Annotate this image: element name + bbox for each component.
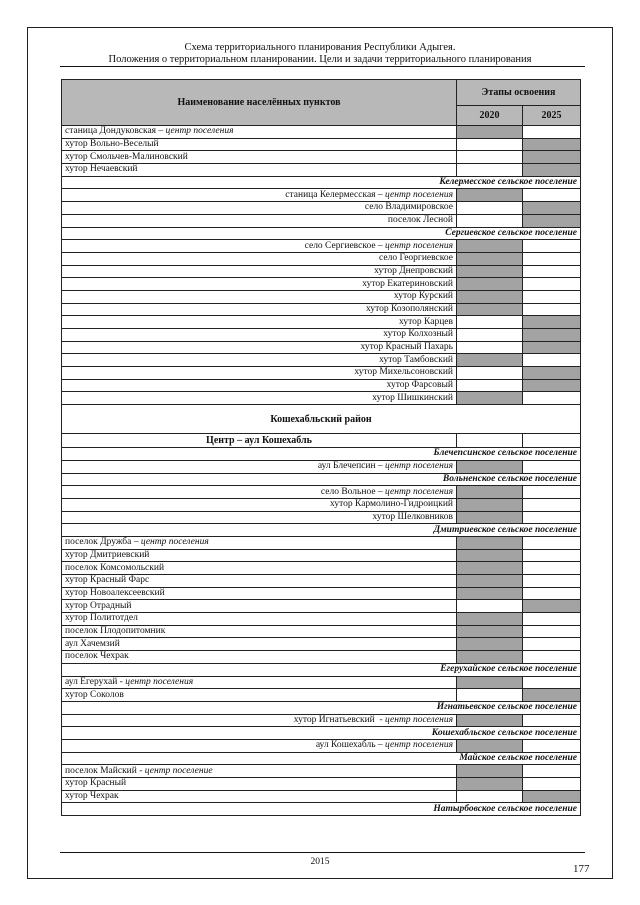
table-row <box>62 151 581 164</box>
table-row <box>62 689 581 702</box>
separator: – <box>375 486 386 497</box>
settlement-name-cell <box>62 379 457 392</box>
place-name: хутор Фарсовый <box>386 380 453 391</box>
stage-cell-2020 <box>457 536 523 549</box>
center-note: центр поселения <box>140 537 209 548</box>
table-row <box>62 638 581 651</box>
stage-cell-2025 <box>523 498 581 511</box>
stage-cell-2020 <box>457 676 523 689</box>
table-row <box>62 562 581 575</box>
table-row <box>62 316 581 329</box>
table-row <box>62 486 581 499</box>
stage-cell-2025 <box>523 316 581 329</box>
stage-cell-2025 <box>523 341 581 354</box>
stage-cell-2020 <box>457 575 523 588</box>
settlement-heading: Игнатьевское сельское поселение <box>62 701 581 714</box>
separator: – <box>156 126 166 137</box>
stage-cell-2020 <box>457 303 523 316</box>
stage-cell-2020 <box>457 341 523 354</box>
settlement-name-cell <box>62 189 457 202</box>
center-note: центр поселение <box>144 765 213 776</box>
stage-cell-2020 <box>457 790 523 803</box>
settlement-name-cell <box>62 549 457 562</box>
stage-cell-2025 <box>523 714 581 727</box>
stage-cell-2025 <box>523 613 581 626</box>
place-name: хутор Нечаевский <box>65 164 138 175</box>
table-row <box>62 600 581 613</box>
table-row <box>62 460 581 473</box>
district-heading: Кошехабльский район <box>62 405 581 434</box>
stage-cell-2025 <box>523 587 581 600</box>
settlement-row <box>62 227 581 240</box>
table-row <box>62 587 581 600</box>
stage-cell-2025 <box>523 600 581 613</box>
settlement-name-cell <box>62 562 457 575</box>
separator: – <box>375 740 386 751</box>
settlement-name-cell <box>62 651 457 664</box>
place-name: село Владимировское <box>364 202 453 213</box>
table-row <box>62 714 581 727</box>
separator: - <box>117 676 126 687</box>
stage-cell-2020 <box>457 316 523 329</box>
settlement-name-cell <box>62 164 457 177</box>
settlement-name-cell <box>62 778 457 791</box>
settlement-heading: Натырбовское сельское поселение <box>62 803 581 816</box>
separator: - <box>136 765 145 776</box>
stage-cell-2025 <box>523 379 581 392</box>
place-name: хутор Карцев <box>398 316 453 327</box>
table-row <box>62 214 581 227</box>
table-row <box>62 138 581 151</box>
settlement-heading: Майское сельское поселение <box>62 752 581 765</box>
stage-cell-2025 <box>523 252 581 265</box>
stage-cell-2020 <box>457 354 523 367</box>
place-name: хутор Тамбовский <box>379 354 453 365</box>
settlement-name-cell <box>62 790 457 803</box>
table-row <box>62 765 581 778</box>
stage-cell-2020 <box>457 240 523 253</box>
settlement-name-cell <box>62 316 457 329</box>
stage-cell-2020 <box>457 379 523 392</box>
place-name: хутор Екатериновский <box>362 278 453 289</box>
stage-cell-2025 <box>523 511 581 524</box>
stage-cell-2020 <box>457 486 523 499</box>
table-row <box>62 625 581 638</box>
table-body <box>62 126 581 816</box>
stage-cell-2020 <box>457 329 523 342</box>
place-name: поселок Комсомольский <box>65 562 165 573</box>
place-name: аул Блечепсин <box>317 461 376 472</box>
settlement-name-cell <box>62 290 457 303</box>
settlement-row <box>62 727 581 740</box>
settlement-name-cell <box>62 392 457 405</box>
place-name: хутор Шишкинский <box>372 392 453 403</box>
place-name: хутор Кармолино-Гидроицкий <box>329 499 453 510</box>
place-name: хутор Колхозный <box>383 329 453 340</box>
table-row <box>62 202 581 215</box>
center-row <box>62 434 581 448</box>
stage-cell-2025 <box>523 765 581 778</box>
place-name: поселок Плодопитомник <box>65 626 166 637</box>
settlement-heading: Кошехабльское сельское поселение <box>62 727 581 740</box>
stage-cell-2020 <box>457 511 523 524</box>
settlement-name-cell <box>62 354 457 367</box>
table-row <box>62 252 581 265</box>
place-name: аул Кошехабль <box>315 740 376 751</box>
settlement-name-cell <box>62 151 457 164</box>
settlement-name-cell <box>62 202 457 215</box>
stage-cell-2025 <box>523 549 581 562</box>
stage-cell-2025 <box>523 303 581 316</box>
separator: – <box>375 189 386 200</box>
stage-cell-2020 <box>457 392 523 405</box>
place-name: хутор Политотдел <box>65 613 138 624</box>
settlement-name-cell <box>62 714 457 727</box>
footer-rule <box>60 852 585 853</box>
settlement-row <box>62 448 581 461</box>
place-name: станица Келермесская <box>285 189 376 200</box>
settlement-row <box>62 803 581 816</box>
table-row <box>62 367 581 380</box>
stage-cell-2020 <box>457 138 523 151</box>
stage-cell-2020 <box>457 367 523 380</box>
stage-cell-2025 <box>523 329 581 342</box>
place-name: хутор Красный Пахарь <box>360 342 453 353</box>
table-row <box>62 341 581 354</box>
settlement-heading: Егерухайское сельское поселение <box>62 663 581 676</box>
settlement-heading: Вольненское сельское поселение <box>62 473 581 486</box>
stage-cell-2020 <box>457 460 523 473</box>
table-row <box>62 676 581 689</box>
column-header-2020: 2020 <box>457 105 523 125</box>
settlement-name-cell <box>62 252 457 265</box>
settlement-name-cell <box>62 625 457 638</box>
page-number: 177 <box>573 863 590 875</box>
stage-cell-2025 <box>523 138 581 151</box>
stage-cell-2020 <box>457 278 523 291</box>
column-header-name: Наименование населённых пунктов <box>62 80 457 126</box>
center-note: центр поселения <box>165 126 234 137</box>
stage-cell-2020 <box>457 549 523 562</box>
table-row <box>62 278 581 291</box>
table-row <box>62 739 581 752</box>
stage-cell-2025 <box>523 367 581 380</box>
settlement-row <box>62 176 581 189</box>
stage-cell-2020 <box>457 651 523 664</box>
settlement-heading: Сергиевское сельское поселение <box>62 227 581 240</box>
stage-cell-2020 <box>457 613 523 626</box>
stage-cell-2025 <box>523 354 581 367</box>
table-row <box>62 498 581 511</box>
settlement-name-cell <box>62 265 457 278</box>
settlements-table <box>61 79 581 816</box>
settlement-name-cell <box>62 214 457 227</box>
place-name: аул Егерухай <box>65 676 118 687</box>
document-subtitle: Положения о территориальном планировании. Цели и задачи территориального планирования <box>108 54 532 65</box>
center-note: центр поселения <box>385 240 453 251</box>
district-row <box>62 405 581 434</box>
place-name: аул Хачемзий <box>65 638 120 649</box>
footer-year: 2015 <box>310 857 330 867</box>
table-row <box>62 790 581 803</box>
settlement-name-cell <box>62 765 457 778</box>
stage-cell-2020 <box>457 265 523 278</box>
stage-cell-2025 <box>523 392 581 405</box>
settlement-name-cell <box>62 486 457 499</box>
place-name: хутор Днепровский <box>374 265 453 276</box>
table-row <box>62 265 581 278</box>
table-row <box>62 511 581 524</box>
center-note: центр поселения <box>385 714 453 725</box>
place-name: хутор Отрадный <box>65 600 132 611</box>
settlement-name-cell <box>62 613 457 626</box>
stage-cell-2020 <box>457 587 523 600</box>
place-name: станица Дондуковская <box>65 126 157 137</box>
stage-cell-2025 <box>523 562 581 575</box>
separator: – <box>375 240 386 251</box>
column-header-2025: 2025 <box>523 105 581 125</box>
place-name: хутор Чехрак <box>65 791 119 802</box>
place-name: хутор Козополянский <box>365 303 453 314</box>
settlement-row <box>62 663 581 676</box>
settlement-name-cell <box>62 739 457 752</box>
settlement-name-cell <box>62 303 457 316</box>
stage-cell-2025 <box>523 278 581 291</box>
settlement-name-cell <box>62 511 457 524</box>
stage-cell-2025 <box>523 202 581 215</box>
table-row <box>62 189 581 202</box>
settlement-name-cell <box>62 278 457 291</box>
column-header-stages: Этапы освоения <box>457 80 581 106</box>
stage-cell-2025 <box>523 214 581 227</box>
stage-cell-2020 <box>457 625 523 638</box>
place-name: хутор Красный Фарс <box>65 575 150 586</box>
settlement-row <box>62 524 581 537</box>
header-rule <box>60 66 585 67</box>
stage-cell-2025 <box>523 164 581 177</box>
stage-cell-2025 <box>523 651 581 664</box>
place-name: поселок Дружба <box>65 537 132 548</box>
separator: - <box>374 714 386 725</box>
stage-cell-2025 <box>523 536 581 549</box>
center-note: центр поселения <box>385 461 453 472</box>
stage-cell-2025 <box>523 126 581 139</box>
stage-cell-2020 <box>457 498 523 511</box>
settlement-row <box>62 701 581 714</box>
stage-cell-2020 <box>457 434 523 448</box>
stage-cell-2025 <box>523 290 581 303</box>
place-name: хутор Новоалексеевский <box>65 588 165 599</box>
table-row <box>62 126 581 139</box>
place-name: село Вольное <box>320 486 376 497</box>
settlement-heading: Дмитриевское сельское поселение <box>62 524 581 537</box>
table-row <box>62 379 581 392</box>
table-row <box>62 536 581 549</box>
settlement-name-cell <box>62 367 457 380</box>
settlement-row <box>62 473 581 486</box>
center-note: центр поселения <box>385 486 453 497</box>
center-note: центр поселения <box>385 740 453 751</box>
settlement-row <box>62 752 581 765</box>
settlement-name-cell <box>62 600 457 613</box>
document-title: Схема территориального планирования Республики Адыгея. <box>184 42 456 53</box>
district-center: Центр – аул Кошехабль <box>62 434 457 448</box>
place-name: хутор Вольно-Веселый <box>65 139 159 150</box>
settlement-name-cell <box>62 587 457 600</box>
settlement-name-cell <box>62 460 457 473</box>
settlement-name-cell <box>62 689 457 702</box>
stage-cell-2020 <box>457 714 523 727</box>
stage-cell-2025 <box>523 778 581 791</box>
settlement-name-cell <box>62 536 457 549</box>
table-row <box>62 303 581 316</box>
place-name: хутор Красный <box>65 778 127 789</box>
place-name: хутор Игнатьевский <box>293 714 375 725</box>
settlement-name-cell <box>62 575 457 588</box>
stage-cell-2020 <box>457 189 523 202</box>
stage-cell-2025 <box>523 189 581 202</box>
place-name: хутор Курский <box>393 291 453 302</box>
table-row <box>62 164 581 177</box>
settlement-name-cell <box>62 638 457 651</box>
stage-cell-2020 <box>457 739 523 752</box>
place-name: хутор Смольчев-Малиновский <box>65 151 188 162</box>
table-row <box>62 354 581 367</box>
table-row <box>62 549 581 562</box>
stage-cell-2020 <box>457 202 523 215</box>
center-note: центр поселения <box>125 676 194 687</box>
settlement-name-cell <box>62 498 457 511</box>
table-row <box>62 290 581 303</box>
settlement-heading: Блечепсинское сельское поселение <box>62 448 581 461</box>
place-name: хутор Соколов <box>65 689 124 700</box>
stage-cell-2025 <box>523 676 581 689</box>
settlement-name-cell <box>62 138 457 151</box>
separator: – <box>131 537 141 548</box>
separator: – <box>375 461 386 472</box>
place-name: хутор Шелковников <box>372 511 453 522</box>
settlement-name-cell <box>62 126 457 139</box>
stage-cell-2025 <box>523 434 581 448</box>
place-name: поселок Чехрак <box>65 651 129 662</box>
table-row <box>62 778 581 791</box>
stage-cell-2025 <box>523 151 581 164</box>
place-name: хутор Дмитриевский <box>65 549 150 560</box>
table-row <box>62 651 581 664</box>
stage-cell-2025 <box>523 460 581 473</box>
place-name: поселок Лесной <box>387 215 453 226</box>
stage-cell-2020 <box>457 765 523 778</box>
place-name: село Сергиевское <box>304 240 376 251</box>
stage-cell-2020 <box>457 126 523 139</box>
stage-cell-2020 <box>457 164 523 177</box>
stage-cell-2020 <box>457 638 523 651</box>
stage-cell-2025 <box>523 638 581 651</box>
stage-cell-2020 <box>457 689 523 702</box>
settlement-name-cell <box>62 329 457 342</box>
place-name: поселок Майский <box>65 765 137 776</box>
stage-cell-2025 <box>523 265 581 278</box>
settlement-name-cell <box>62 240 457 253</box>
stage-cell-2025 <box>523 240 581 253</box>
settlement-name-cell <box>62 676 457 689</box>
stage-cell-2025 <box>523 575 581 588</box>
place-name: хутор Михельсоновский <box>354 367 453 378</box>
table-row <box>62 392 581 405</box>
stage-cell-2020 <box>457 252 523 265</box>
stage-cell-2025 <box>523 689 581 702</box>
table-row <box>62 613 581 626</box>
stage-cell-2025 <box>523 739 581 752</box>
table-row <box>62 240 581 253</box>
stage-cell-2020 <box>457 214 523 227</box>
stage-cell-2020 <box>457 778 523 791</box>
settlement-heading: Келермесское сельское поселение <box>62 176 581 189</box>
stage-cell-2025 <box>523 790 581 803</box>
stage-cell-2020 <box>457 562 523 575</box>
settlement-name-cell <box>62 341 457 354</box>
center-note: центр поселения <box>385 189 453 200</box>
table-row <box>62 329 581 342</box>
stage-cell-2020 <box>457 151 523 164</box>
place-name: село Георгиевское <box>379 253 453 264</box>
table-row <box>62 575 581 588</box>
stage-cell-2025 <box>523 625 581 638</box>
stage-cell-2020 <box>457 290 523 303</box>
stage-cell-2025 <box>523 486 581 499</box>
stage-cell-2020 <box>457 600 523 613</box>
